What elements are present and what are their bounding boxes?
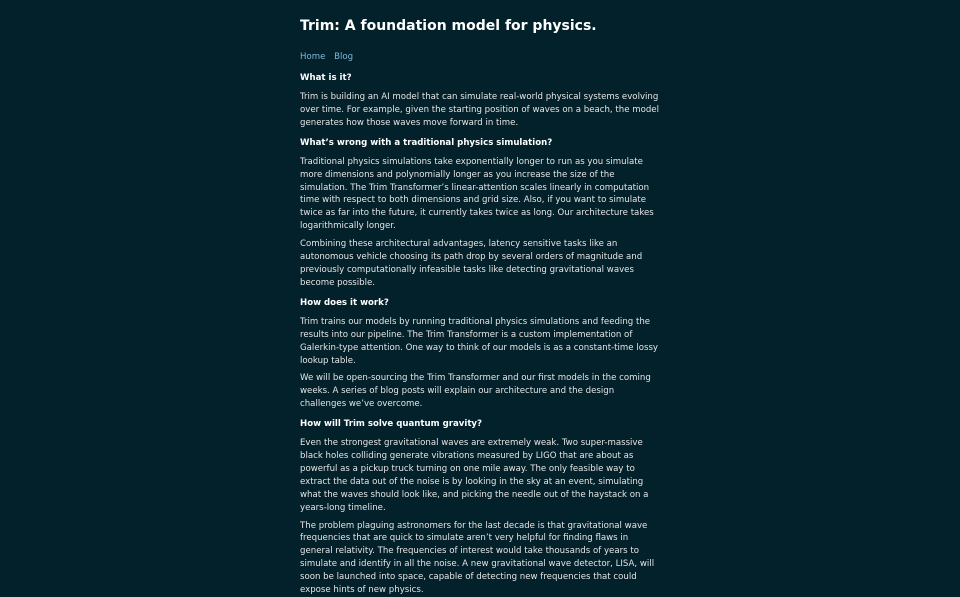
paragraph: Trim is building an AI model that can simulate real-world physical systems evolving over time. For example, given the starting position of waves on a beach, the model generates how those waves move forward in time.	[300, 92, 659, 128]
nav-bar	[300, 49, 662, 65]
section-heading: What is it?	[300, 73, 352, 83]
section-heading: What’s wrong with a traditional physics simulation?	[300, 137, 553, 148]
section-how-does-it-work	[300, 295, 662, 411]
paragraph: Traditional physics simulations take exponentially longer to run as you simulate more dimensions and polynomially longer as you increase the size of the simulation. The Trim Transformer’s linear-attention scales linearly in computation time with respect to both dimensions and grid size. Also, if you want to simulate twice as far into the future, it currently takes twice as long. Our architecture takes logarithmically longer.	[300, 156, 654, 232]
section-heading: How does it work?	[300, 297, 389, 308]
nav-link-blog[interactable]: Blog	[334, 52, 354, 62]
page-title: Trim: A foundation model for physics.	[300, 18, 597, 34]
page-content	[300, 14, 662, 597]
nav-link-home[interactable]: Home	[300, 52, 326, 62]
section-heading: How will Trim solve quantum gravity?	[300, 419, 483, 430]
section-whats-wrong	[300, 135, 662, 290]
section-what-is-it	[300, 70, 662, 130]
paragraph: The problem plaguing astronomers for the last decade is that gravitational wave frequencies that are quick to simulate aren’t very helpful for finding flaws in general relativity. The frequencies of interest would take thousands of years to simulate and identify in all the noise. A new gravitational wave detector, LISA, will soon be launched into space, capable of detecting new frequencies that could expose hints of new physics.	[300, 520, 655, 596]
paragraph: We will be open-sourcing the Trim Transformer and our first models in the coming weeks. A series of blog posts will explain our architecture and the design challenges we’ve overcome.	[300, 373, 651, 410]
section-quantum-gravity	[300, 416, 662, 597]
paragraph: Even the strongest gravitational waves are extremely weak. Two super-massive black holes colliding generate vibrations measured by LIGO that are about as powerful as a pickup truck turning on one mile away. The only feasible way to extract the data out of the noise is by looking in the sky at an event, simulating what the waves should look like, and picking the needle out of the haystack on a years-long timeline.	[300, 438, 649, 513]
paragraph: Trim trains our models by running traditional physics simulations and feeding the results into our pipeline. The Trim Transformer is a custom implementation of Galerkin-type attention. One way to think of our models is as a constant-time lossy lookup table.	[300, 316, 659, 366]
paragraph: Combining these architectural advantages, latency sensitive tasks like an autonomous vehicle choosing its path drop by several orders of magnitude and previously computationally infeasible tasks like detecting gravitational waves become possible.	[300, 239, 643, 288]
